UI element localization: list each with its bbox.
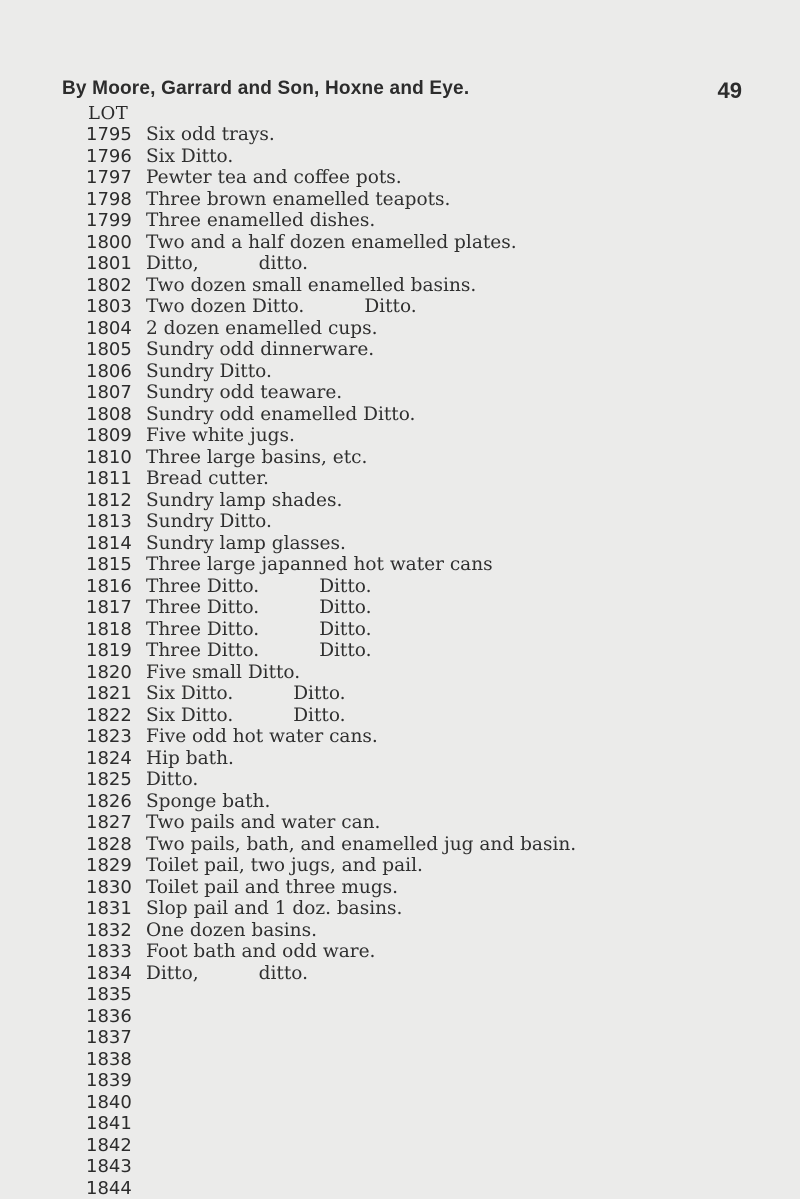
lot-description	[146, 533, 346, 555]
lot-number: 1813	[86, 511, 132, 533]
lot-description-text: Six Ditto.	[146, 705, 233, 726]
lot-description	[146, 640, 372, 662]
lot-description	[146, 877, 398, 899]
lot-description-ditto: Ditto.	[319, 619, 371, 640]
lot-description-text: Three large japanned hot water cans	[146, 554, 493, 575]
lot-description	[146, 425, 295, 447]
lot-row	[0, 425, 800, 447]
lot-description	[146, 490, 342, 512]
lot-number: 1809	[86, 425, 132, 447]
lot-description	[146, 941, 375, 963]
lot-description-text: Sundry lamp glasses.	[146, 533, 346, 554]
lot-number: 1817	[86, 597, 132, 619]
lot-number: 1804	[86, 318, 132, 340]
lot-number: 1834	[86, 963, 132, 985]
lot-number: 1820	[86, 662, 132, 684]
lot-row	[0, 898, 800, 920]
lot-description	[146, 404, 415, 426]
lot-number: 1839	[86, 1070, 132, 1092]
lot-column-heading: LOT	[88, 103, 128, 124]
lot-description	[146, 275, 476, 297]
lot-description	[146, 296, 417, 318]
lot-description	[146, 167, 402, 189]
lot-description	[146, 253, 308, 275]
lot-description-text: Six Ditto.	[146, 146, 233, 167]
lot-description-text: Pewter tea and coffee pots.	[146, 167, 402, 188]
lot-number: 1844	[86, 1178, 132, 1199]
lot-description	[146, 898, 402, 920]
lot-row	[0, 1156, 800, 1178]
lot-number: 1805	[86, 339, 132, 361]
lot-number: 1843	[86, 1156, 132, 1178]
lot-row	[0, 554, 800, 576]
lot-description-text: Sundry Ditto.	[146, 511, 272, 532]
lot-description-text: Three Ditto.	[146, 640, 259, 661]
lot-description	[146, 511, 272, 533]
lot-row	[0, 963, 800, 985]
lot-description-ditto: Ditto.	[364, 296, 416, 317]
lot-description-text: Sundry lamp shades.	[146, 490, 342, 511]
lot-number: 1825	[86, 769, 132, 791]
lot-number: 1836	[86, 1006, 132, 1028]
lot-description	[146, 920, 317, 942]
lot-description	[146, 619, 372, 641]
lot-description-ditto: Ditto.	[293, 705, 345, 726]
lot-row	[0, 1027, 800, 1049]
lot-number: 1842	[86, 1135, 132, 1157]
lot-description	[146, 812, 380, 834]
lot-description-text: Bread cutter.	[146, 468, 269, 489]
lot-number: 1796	[86, 146, 132, 168]
lot-row	[0, 146, 800, 168]
lot-number: 1837	[86, 1027, 132, 1049]
lot-number: 1797	[86, 167, 132, 189]
lot-row	[0, 855, 800, 877]
lot-number: 1824	[86, 748, 132, 770]
lot-number: 1819	[86, 640, 132, 662]
lot-number: 1800	[86, 232, 132, 254]
lot-description-text: Three Ditto.	[146, 619, 259, 640]
lot-row	[0, 382, 800, 404]
lot-description-text: One dozen basins.	[146, 920, 317, 941]
lot-number: 1833	[86, 941, 132, 963]
lot-row	[0, 812, 800, 834]
lot-description	[146, 232, 517, 254]
lot-number: 1829	[86, 855, 132, 877]
lot-number: 1814	[86, 533, 132, 555]
lot-row	[0, 124, 800, 146]
lot-description-text: Sponge bath.	[146, 791, 270, 812]
lot-number: 1812	[86, 490, 132, 512]
lot-row	[0, 404, 800, 426]
lot-number: 1840	[86, 1092, 132, 1114]
lot-row	[0, 1178, 800, 1199]
lot-description-text: Ditto,	[146, 253, 199, 274]
lot-description-text: Five white jugs.	[146, 425, 295, 446]
lot-description	[146, 361, 272, 383]
lot-row	[0, 232, 800, 254]
lot-row	[0, 1049, 800, 1071]
lot-row	[0, 619, 800, 641]
lot-row	[0, 705, 800, 727]
lot-description-text: Sundry odd teaware.	[146, 382, 342, 403]
lot-row	[0, 318, 800, 340]
lot-description-text: Sundry Ditto.	[146, 361, 272, 382]
lot-row	[0, 748, 800, 770]
lot-description	[146, 124, 275, 146]
lot-description-text: Two pails, bath, and enamelled jug and basin.	[146, 834, 576, 855]
lot-description-text: Toilet pail and three mugs.	[146, 877, 398, 898]
lot-description	[146, 705, 346, 727]
lot-row	[0, 189, 800, 211]
lot-description-text: Three brown enamelled teapots.	[146, 189, 450, 210]
lot-description-text: Three Ditto.	[146, 576, 259, 597]
lot-row	[0, 640, 800, 662]
lot-number: 1801	[86, 253, 132, 275]
lot-description	[146, 834, 576, 856]
lot-description	[146, 576, 372, 598]
lot-list	[0, 124, 800, 1199]
lot-number: 1821	[86, 683, 132, 705]
lot-description-text: 2 dozen enamelled cups.	[146, 318, 378, 339]
lot-number: 1827	[86, 812, 132, 834]
lot-row	[0, 533, 800, 555]
lot-row	[0, 167, 800, 189]
lot-description	[146, 748, 234, 770]
lot-description-text: Five small Ditto.	[146, 662, 300, 683]
lot-number: 1838	[86, 1049, 132, 1071]
lot-number: 1816	[86, 576, 132, 598]
lot-row	[0, 511, 800, 533]
lot-number: 1831	[86, 898, 132, 920]
lot-row	[0, 253, 800, 275]
lot-description-ditto: Ditto.	[319, 576, 371, 597]
lot-description	[146, 339, 374, 361]
lot-description	[146, 554, 493, 576]
lot-description-text: Two pails and water can.	[146, 812, 380, 833]
lot-number: 1798	[86, 189, 132, 211]
lot-row	[0, 1070, 800, 1092]
lot-row	[0, 1135, 800, 1157]
lot-description-ditto: Ditto.	[319, 597, 371, 618]
lot-row	[0, 275, 800, 297]
lot-number: 1815	[86, 554, 132, 576]
lot-row	[0, 296, 800, 318]
lot-description	[146, 726, 378, 748]
lot-description-text: Sundry odd enamelled Ditto.	[146, 404, 415, 425]
page-header	[62, 78, 742, 104]
lot-row	[0, 877, 800, 899]
lot-number: 1841	[86, 1113, 132, 1135]
lot-row	[0, 769, 800, 791]
lot-row	[0, 210, 800, 232]
lot-description	[146, 146, 233, 168]
lot-row	[0, 662, 800, 684]
lot-row	[0, 1113, 800, 1135]
lot-number: 1832	[86, 920, 132, 942]
lot-description	[146, 318, 378, 340]
lot-description-text: Ditto,	[146, 963, 199, 984]
lot-description-ditto: ditto.	[259, 253, 308, 274]
lot-number: 1830	[86, 877, 132, 899]
lot-description	[146, 963, 308, 985]
lot-number: 1822	[86, 705, 132, 727]
lot-row	[0, 490, 800, 512]
lot-description	[146, 662, 300, 684]
lot-row	[0, 576, 800, 598]
lot-row	[0, 1006, 800, 1028]
lot-description	[146, 210, 375, 232]
lot-number: 1808	[86, 404, 132, 426]
lot-number: 1828	[86, 834, 132, 856]
lot-description	[146, 189, 450, 211]
lot-description-text: Six odd trays.	[146, 124, 275, 145]
lot-row	[0, 920, 800, 942]
lot-row	[0, 984, 800, 1006]
lot-number: 1835	[86, 984, 132, 1006]
lot-description-text: Two and a half dozen enamelled plates.	[146, 232, 517, 253]
lot-description-text: Hip bath.	[146, 748, 234, 769]
lot-description-text: Slop pail and 1 doz. basins.	[146, 898, 402, 919]
lot-description-text: Three Ditto.	[146, 597, 259, 618]
lot-row	[0, 834, 800, 856]
lot-description-text: Two dozen Ditto.	[146, 296, 304, 317]
lot-row	[0, 447, 800, 469]
lot-description-text: Two dozen small enamelled basins.	[146, 275, 476, 296]
lot-number: 1818	[86, 619, 132, 641]
lot-description	[146, 683, 346, 705]
lot-row	[0, 361, 800, 383]
lot-number: 1807	[86, 382, 132, 404]
page-number: 49	[718, 78, 742, 104]
lot-row	[0, 468, 800, 490]
lot-row	[0, 1092, 800, 1114]
lot-description-text: Toilet pail, two jugs, and pail.	[146, 855, 423, 876]
lot-description	[146, 769, 198, 791]
lot-number: 1826	[86, 791, 132, 813]
lot-number: 1802	[86, 275, 132, 297]
lot-description-ditto: ditto.	[259, 963, 308, 984]
lot-description-text: Ditto.	[146, 769, 198, 790]
lot-description	[146, 791, 270, 813]
lot-row	[0, 726, 800, 748]
lot-row	[0, 683, 800, 705]
lot-number: 1823	[86, 726, 132, 748]
lot-description-text: Six Ditto.	[146, 683, 233, 704]
lot-description-ditto: Ditto.	[293, 683, 345, 704]
lot-row	[0, 791, 800, 813]
lot-number: 1810	[86, 447, 132, 469]
lot-description-text: Sundry odd dinnerware.	[146, 339, 374, 360]
lot-description	[146, 597, 372, 619]
lot-description-ditto: Ditto.	[319, 640, 371, 661]
lot-description	[146, 468, 269, 490]
lot-number: 1795	[86, 124, 132, 146]
lot-number: 1799	[86, 210, 132, 232]
lot-row	[0, 339, 800, 361]
lot-description	[146, 447, 367, 469]
lot-description-text: Foot bath and odd ware.	[146, 941, 375, 962]
lot-number: 1811	[86, 468, 132, 490]
lot-row	[0, 941, 800, 963]
lot-description	[146, 855, 423, 877]
lot-description-text: Three enamelled dishes.	[146, 210, 375, 231]
lot-number: 1803	[86, 296, 132, 318]
lot-row	[0, 597, 800, 619]
lot-description	[146, 382, 342, 404]
lot-description-text: Five odd hot water cans.	[146, 726, 378, 747]
auctioneer-title: By Moore, Garrard and Son, Hoxne and Eye.	[62, 78, 469, 100]
lot-number: 1806	[86, 361, 132, 383]
lot-description-text: Three large basins, etc.	[146, 447, 367, 468]
